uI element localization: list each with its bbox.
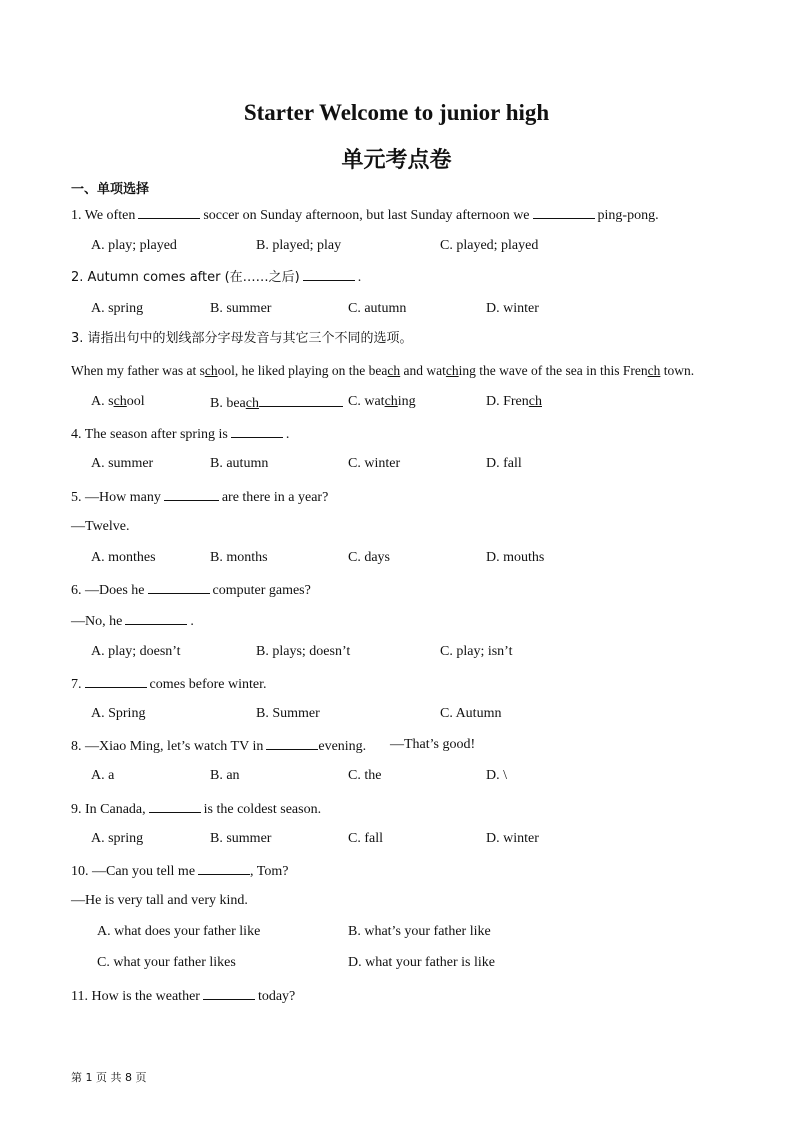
- answer-blank: [125, 611, 187, 625]
- question-text: —No, he: [71, 614, 123, 629]
- option-a: A. play; doesn’t: [91, 644, 181, 659]
- option-a: A. Spring: [91, 706, 146, 721]
- question-text: 9. In Canada,: [71, 802, 146, 817]
- sentence-part: ing the wave of the sea in this Fren: [458, 363, 648, 378]
- option-c: C. played; played: [440, 238, 539, 253]
- answer-blank: [266, 736, 318, 750]
- question-text: 4. The season after spring is: [71, 427, 228, 442]
- sentence-part: and wat: [400, 363, 446, 378]
- option-d: D. French: [486, 394, 542, 409]
- question-9: [71, 799, 321, 819]
- question-7: [71, 674, 267, 694]
- question-3: 3. 请指出句中的划线部分字母发音与其它三个不同的选项。: [71, 331, 413, 346]
- question-text: comes before winter.: [149, 677, 267, 692]
- page-title: Starter Welcome to junior high: [243, 100, 550, 125]
- question-text: computer games?: [212, 583, 311, 598]
- answer-blank: [303, 267, 355, 281]
- question-text: , Tom?: [250, 864, 289, 879]
- answer-blank: [231, 424, 283, 438]
- question-text: 6. —Does he: [71, 583, 145, 598]
- page-footer: 第 1 页 共 8 页: [71, 1071, 147, 1084]
- option-d: D. \: [486, 768, 507, 783]
- option-c: C. Autumn: [440, 706, 502, 721]
- question-4: [71, 424, 289, 444]
- option-a: A. summer: [91, 456, 154, 471]
- question-text: .: [357, 270, 362, 285]
- option-b: B. what’s your father like: [348, 924, 491, 939]
- question-text: ping-pong.: [597, 208, 659, 223]
- option-c: C. winter: [348, 456, 401, 471]
- option-a: A. play; played: [91, 238, 177, 253]
- question-text: are there in a year?: [221, 490, 329, 505]
- question-text: .: [285, 427, 290, 442]
- option-c: C. play; isn’t: [440, 644, 513, 659]
- option-c: C. fall: [348, 831, 383, 846]
- option-d: D. winter: [486, 301, 539, 316]
- question-2: [71, 267, 361, 287]
- question-8: [71, 736, 366, 756]
- option-b: B. beach: [210, 393, 346, 413]
- question-text: 2. Autumn comes after (在……之后): [71, 270, 300, 285]
- option-c: C. days: [348, 550, 390, 565]
- page-subtitle: 单元考点卷: [341, 148, 452, 173]
- question-6: [71, 580, 311, 600]
- option-a: A. monthes: [91, 550, 156, 565]
- option-b: B. summer: [210, 831, 272, 846]
- sentence-part: ool, he liked playing on the bea: [217, 363, 388, 378]
- question-text: 8. —Xiao Ming, let’s watch TV in: [71, 739, 264, 754]
- question-text: 10. —Can you tell me: [71, 864, 196, 879]
- option-b: B. autumn: [210, 456, 269, 471]
- question-1: [71, 205, 659, 225]
- answer-blank: [203, 986, 255, 1000]
- option-d: D. winter: [486, 831, 539, 846]
- option-b: B. an: [210, 768, 240, 783]
- question-text: 5. —How many: [71, 490, 161, 505]
- question-text: evening.: [318, 739, 367, 754]
- question-text: today?: [257, 989, 296, 1004]
- underlined-letters: ch: [647, 363, 661, 378]
- option-d: D. fall: [486, 456, 522, 471]
- option-d: D. what your father is like: [348, 955, 495, 970]
- option-b: B. summer: [210, 301, 272, 316]
- option-a: A. spring: [91, 301, 144, 316]
- question-10-answer: —He is very tall and very kind.: [71, 893, 248, 908]
- sentence-part: town.: [660, 363, 695, 378]
- option-a: A. what does your father like: [97, 924, 261, 939]
- sentence-part: When my father was at s: [71, 363, 205, 378]
- option-b: B. months: [210, 550, 268, 565]
- option-a: A. school: [91, 394, 145, 409]
- option-d: D. mouths: [486, 550, 545, 565]
- question-5: [71, 487, 328, 507]
- answer-blank: [259, 393, 343, 407]
- question-8-reply: —That’s good!: [390, 737, 476, 752]
- option-b: B. plays; doesn’t: [256, 644, 351, 659]
- answer-blank: [533, 205, 595, 219]
- answer-blank: [148, 580, 210, 594]
- answer-blank: [149, 799, 201, 813]
- answer-blank: [198, 861, 250, 875]
- section-heading: 一、单项选择: [71, 182, 150, 197]
- answer-blank: [164, 487, 219, 501]
- underlined-letters: ch: [204, 363, 218, 378]
- question-6-answer: [71, 611, 194, 631]
- option-a: A. spring: [91, 831, 144, 846]
- question-10: [71, 861, 288, 881]
- option-c: C. watching: [348, 394, 416, 409]
- option-b: B. Summer: [256, 706, 320, 721]
- option-c: C. what your father likes: [97, 955, 236, 970]
- question-text: 11. How is the weather: [71, 989, 200, 1004]
- option-c: C. autumn: [348, 301, 407, 316]
- option-b: B. played; play: [256, 238, 342, 253]
- underlined-letters: ch: [445, 363, 459, 378]
- question-3-sentence: [71, 362, 694, 380]
- question-text: is the coldest season.: [203, 802, 322, 817]
- question-number: 1.: [71, 208, 85, 223]
- option-c: C. the: [348, 768, 382, 783]
- question-5-answer: —Twelve.: [71, 519, 130, 534]
- answer-blank: [138, 205, 200, 219]
- question-text: soccer on Sunday afternoon, but last Sunday afternoon we: [203, 208, 530, 223]
- question-11: [71, 986, 295, 1006]
- question-text: We often: [84, 208, 136, 223]
- question-text: .: [190, 614, 194, 629]
- answer-blank: [85, 674, 147, 688]
- option-a: A. a: [91, 768, 115, 783]
- question-number: 7.: [71, 677, 82, 692]
- underlined-letters: ch: [387, 363, 401, 378]
